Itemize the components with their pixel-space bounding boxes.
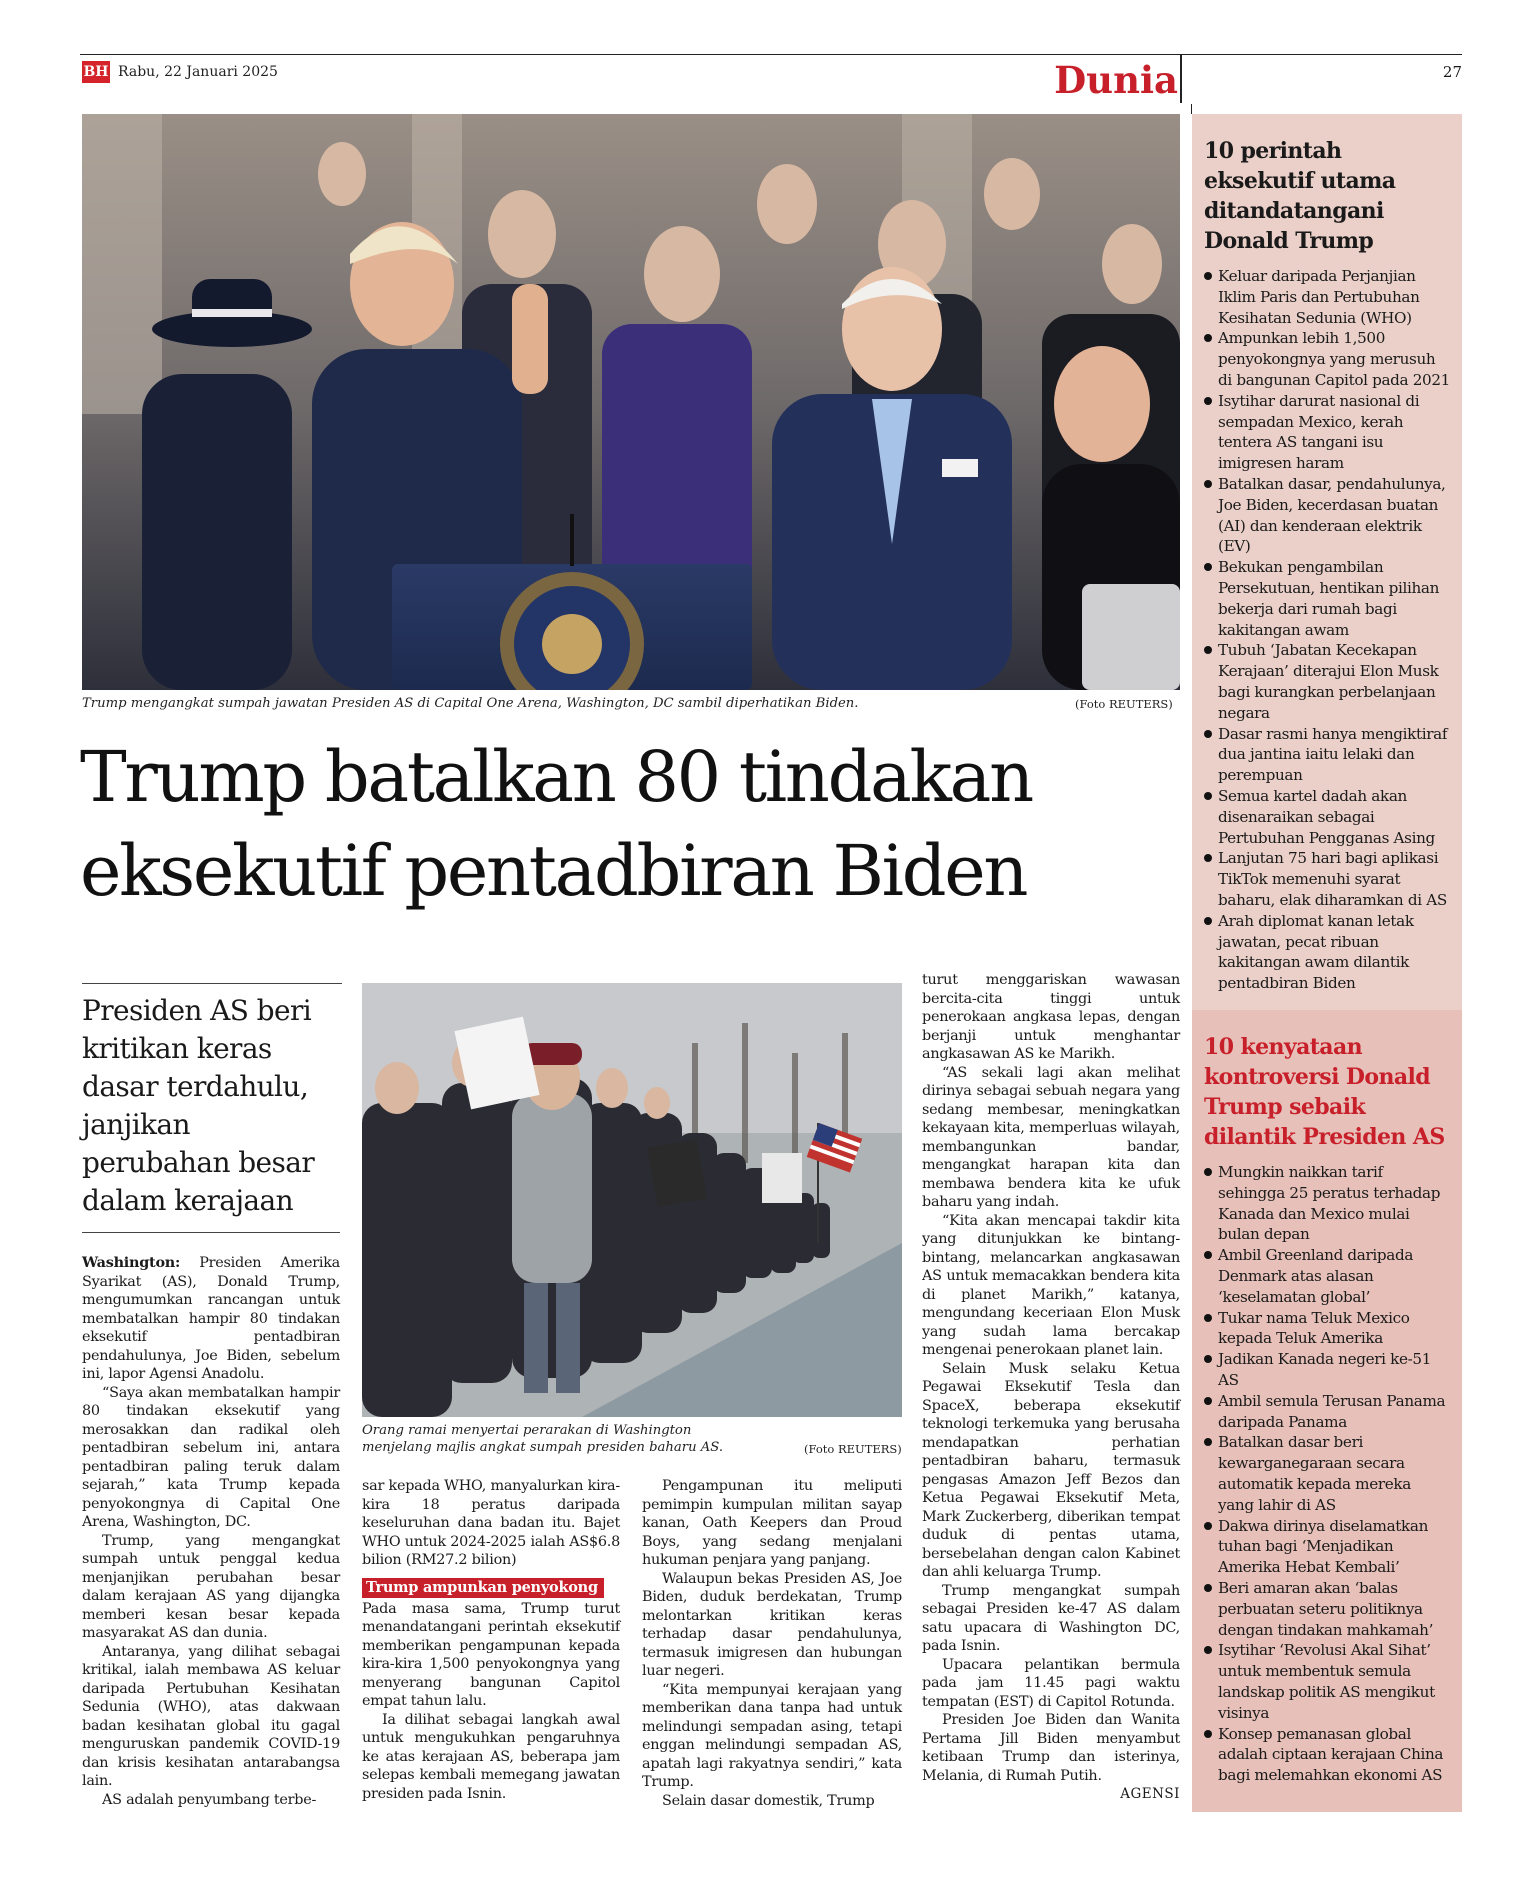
article-para: Selain Musk selaku Ketua Pegawai Eksekutif Tesla dan SpaceX, beberapa eksekutif teknologi terkemuka yang berusaha mendapatkan perhatian pentadbiran baharu, termasuk pengasas Amazon Jeff Bezos dan Ketua Pegawai Eksekutif Meta, Mark Zuckerberg, diberikan tempat duduk di pentas utama, bersebelahan dengan calon Kabinet dan ahli keluarga Trump.	[922, 1360, 1180, 1580]
main-photo-caption: Trump mengangkat sumpah jawatan Presiden AS di Capital One Arena, Washington, DC sambil diperhatikan Biden.	[82, 696, 859, 711]
subheading: Trump ampunkan penyokong	[362, 1578, 604, 1598]
list-item: Mungkin naikkan tarif sehingga 25 peratus terhadap Kanada dan Mexico mulai bulan depan	[1204, 1162, 1450, 1245]
list-item: Dasar rasmi hanya mengiktiraf dua jantina iaitu lelaki dan perempuan	[1204, 724, 1450, 786]
sidebar-title: 10 perintah eksekutif utama ditandatangani Donald Trump	[1204, 138, 1396, 254]
list-item: Keluar daripada Perjanjian Iklim Paris dan Pertubuhan Kesihatan Sedunia (WHO)	[1204, 266, 1450, 328]
sidebar-executive-orders	[1192, 114, 1462, 1010]
article-para: AS adalah penyumbang terbe-	[102, 1791, 317, 1808]
article-para: Selain dasar domestik, Trump	[662, 1792, 875, 1809]
article-para: Trump, yang mengangkat sumpah untuk penggal kedua menjanjikan perubahan besar dalam kerajaan AS yang dijangka memberi kesan besar kepada masyarakat AS dan dunia.	[82, 1532, 340, 1641]
page-header	[80, 54, 1462, 104]
list-item: Isytihar darurat nasional di sempadan Mexico, kerah tentera AS tangani isu imigresen haram	[1204, 391, 1450, 474]
list-item: Tubuh ‘Jabatan Kecekapan Kerajaan’ diterajui Elon Musk bagi kurangkan perbelanjaan negara	[1204, 640, 1450, 723]
header-divider	[1180, 55, 1182, 103]
list-item: Beri amaran akan ‘balas perbuatan seteru politiknya dengan tindakan mahkamah’	[1204, 1578, 1450, 1640]
article-para: Washington: Presiden Amerika Syarikat (AS), Donald Trump, mengumumkan rancangan untuk membatalkan hampir 80 tindakan eksekutif pentadbiran pendahulunya, Joe Biden, sebelum ini, lapor Agensi Anadolu.	[82, 1254, 340, 1382]
sidebar-title: 10 kenyataan kontroversi Donald Trump sebaik dilantik Presiden AS	[1204, 1034, 1445, 1150]
article-column-1	[82, 1254, 340, 1809]
section-title: Dunia	[1054, 58, 1178, 102]
issue-date: Rabu, 22 Januari 2025	[118, 64, 278, 80]
sidebar-list	[1204, 1162, 1450, 1786]
list-item: Tukar nama Teluk Mexico kepada Teluk Amerika	[1204, 1308, 1450, 1350]
article-para: Presiden Joe Biden dan Wanita Pertama Jill Biden menyambut ketibaan Trump dan isterinya, Melania, di Rumah Putih.	[922, 1712, 1180, 1784]
standfirst-rule	[82, 1232, 340, 1233]
article-para: “Kita akan mencapai takdir kita yang ditunjukkan ke bintang-bintang, melancarkan angkasawan AS untuk memacakkan bendera kita di planet Marikh,” katanya, mengundang keceriaan Elon Musk yang sudah lama bercakap mengenai penerokaan planet lain.	[922, 1212, 1180, 1358]
standfirst: Presiden AS beri kritikan keras dasar terdahulu, janjikan perubahan besar dalam kerajaan	[82, 983, 342, 1220]
article-para: turut menggariskan wawasan bercita-cita tinggi untuk penerokaan angkasa lepas, dengan berjanji untuk menghantar angkasawan AS ke Marikh.	[922, 972, 1180, 1062]
list-item: Ampunkan lebih 1,500 penyokongnya yang merusuh di bangunan Capitol pada 2021	[1204, 328, 1450, 390]
article-para: Ia dilihat sebagai langkah awal untuk mengukuhkan pengaruhnya ke atas kerajaan AS, beberapa jam selepas kembali memegang jawatan presiden pada Isnin.	[362, 1711, 620, 1802]
main-photo	[82, 114, 1180, 690]
list-item: Ambil Greenland daripada Denmark atas alasan ‘keselamatan global’	[1204, 1245, 1450, 1307]
list-item: Dakwa dirinya diselamatkan tuhan bagi ‘Menjadikan Amerika Hebat Kembali’	[1204, 1516, 1450, 1578]
list-item: Ambil semula Terusan Panama daripada Panama	[1204, 1391, 1450, 1433]
article-para: sar kepada WHO, manyalurkan kira-kira 18 peratus daripada keseluruhan dana badan itu. Bajet WHO untuk 2024-2025 ialah AS$6.8 bilion (RM27.2 bilion)	[362, 1478, 620, 1568]
list-item: Bekukan pengambilan Persekutuan, hentikan pilihan bekerja dari rumah bagi kakitangan awam	[1204, 557, 1450, 640]
article-para: Trump mengangkat sumpah sebagai Presiden ke-47 AS dalam satu upacara di Washington DC, pada Isnin.	[922, 1582, 1180, 1654]
main-photo-credit: (Foto REUTERS)	[1075, 697, 1173, 711]
article-para: “AS sekali lagi akan melihat dirinya sebagai sebuah negara yang sedang membesar, meningkatkan kekayaan kita, memperluas wilayah, membangunkan bandar, mengangkat harapan kita dan membawa bendera kita ke ufuk baharu yang indah.	[922, 1064, 1180, 1210]
list-item: Arah diplomat kanan letak jawatan, pecat ribuan kakitangan awam dilantik pentadbiran Biden	[1204, 911, 1450, 994]
headline	[80, 730, 1190, 918]
sidebar-controversial-statements	[1192, 1010, 1462, 1812]
byline: AGENSI	[1120, 1786, 1180, 1802]
march-photo-illustration	[362, 983, 902, 1417]
article-column-2	[362, 1477, 620, 1803]
march-photo	[362, 983, 902, 1417]
bh-logo: BH	[82, 61, 110, 83]
list-item: Batalkan dasar, pendahulunya, Joe Biden, kecerdasan buatan (AI) dan kenderaan elektrik (EV)	[1204, 474, 1450, 557]
article-para: “Saya akan membatalkan hampir 80 tindakan eksekutif yang merosakkan dan radikal oleh pentadbiran sebelum ini, antara pentadbiran paling teruk dalam sejarah,” kata Trump kepada penyokongnya di Capital One Arena, Washington, DC.	[82, 1384, 340, 1530]
article-column-4	[922, 971, 1180, 1804]
headline-line-2: eksekutif pentadbiran Biden	[80, 830, 1027, 912]
page-number: 27	[1442, 63, 1462, 81]
article-column-3	[642, 1477, 902, 1810]
dateline: Washington:	[82, 1254, 181, 1271]
list-item: Semua kartel dadah akan disenaraikan sebagai Pertubuhan Pengganas Asing	[1204, 786, 1450, 848]
article-para: Walaupun bekas Presiden AS, Joe Biden, duduk berdekatan, Trump melontarkan kritikan keras terhadap dasar pendahulunya, termasuk imigresen dan hubungan luar negeri.	[642, 1570, 902, 1679]
article-para: Pengampunan itu meliputi pemimpin kumpulan militan sayap kanan, Oath Keepers dan Proud Boys, yang sedang menjalani hukuman penjara yang panjang.	[642, 1478, 902, 1568]
list-item: Batalkan dasar beri kewarganegaraan secara automatik kepada mereka yang lahir di AS	[1204, 1432, 1450, 1515]
article-para: Pada masa sama, Trump turut menandatangani perintah eksekutif memberikan pengampunan kepada kira-kira 1,500 penyokongnya yang menyerang bangunan Capitol empat tahun lalu.	[362, 1600, 620, 1709]
article-para: “Kita mempunyai kerajaan yang memberikan dana tanpa had untuk melindungi sempadan asing, tetapi enggan melindungi sempadan AS, apatah lagi rakyatnya sendiri,” kata Trump.	[642, 1681, 902, 1790]
list-item: Konsep pemanasan global adalah ciptaan kerajaan China bagi melemahkan ekonomi AS	[1204, 1724, 1450, 1786]
inauguration-photo-illustration	[82, 114, 1180, 690]
list-item: Lanjutan 75 hari bagi aplikasi TikTok memenuhi syarat baharu, elak diharamkan di AS	[1204, 848, 1450, 910]
march-photo-credit: (Foto REUTERS)	[804, 1442, 902, 1456]
march-photo-caption: Orang ramai menyertai perarakan di Washington menjelang majlis angkat sumpah presiden baharu AS.	[362, 1423, 724, 1455]
article-para: Upacara pelantikan bermula pada jam 11.45 pagi waktu tempatan (EST) di Capitol Rotunda.	[922, 1656, 1180, 1710]
article-para: Antaranya, yang dilihat sebagai kritikal, ialah membawa AS keluar daripada Pertubuhan Kesihatan Sedunia (WHO), atas dakwaan badan kesihatan global itu gagal menguruskan pandemik COVID-19 dan krisis kesihatan antarabangsa lain.	[82, 1643, 340, 1789]
list-item: Jadikan Kanada negeri ke-51 AS	[1204, 1349, 1450, 1391]
headline-line-1: Trump batalkan 80 tindakan	[80, 736, 1032, 818]
sidebar-divider	[1191, 104, 1192, 114]
list-item: Isytihar ‘Revolusi Akal Sihat’ untuk membentuk semula landskap politik AS mengikut visinya	[1204, 1640, 1450, 1723]
sidebar-list	[1204, 266, 1450, 994]
